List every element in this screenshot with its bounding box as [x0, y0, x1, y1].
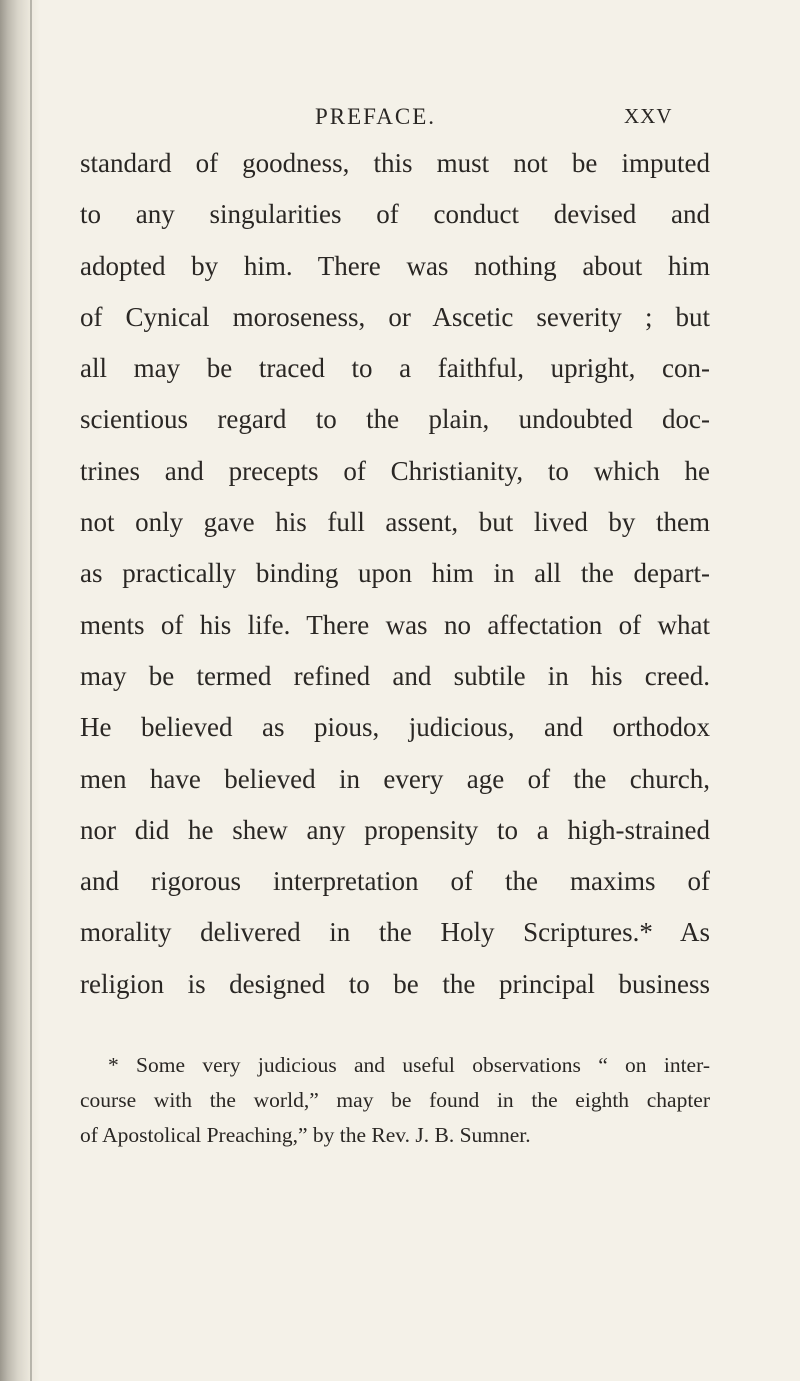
body-line: not only gave his full assent, but lived by them [80, 507, 710, 538]
body-line: adopted by him. There was nothing about him [80, 250, 710, 281]
body-line: standard of goodness, this must not be imputed [80, 148, 710, 178]
body-line: as practically binding upon him in all the depart- [80, 558, 710, 589]
footnote-line: course with the world,” may be found in the eighth chapter [80, 1088, 710, 1112]
page-number: XXV [624, 104, 673, 128]
body-line: ments of his life. There was no affectation of what [80, 609, 710, 640]
body-line: and rigorous interpretation of the maxims of [80, 866, 710, 897]
body-line: scientious regard to the plain, undoubted doc- [80, 404, 710, 435]
body-line: nor did he shew any propensity to a high-strained [80, 814, 710, 845]
running-title: PREFACE. [315, 104, 437, 129]
body-line: of Cynical moroseness, or Ascetic severity ; but [80, 301, 710, 332]
body-line: He believed as pious, judicious, and orthodox [80, 712, 710, 743]
body-line: to any singularities of conduct devised and [80, 199, 710, 230]
body-line: all may be traced to a faithful, upright, con- [80, 353, 710, 384]
running-head [0, 104, 800, 134]
footnote-line: * Some very judicious and useful observations “ on inter- [108, 1053, 710, 1077]
body-text [80, 138, 710, 1010]
body-line: trines and precepts of Christianity, to which he [80, 455, 710, 486]
footnote [80, 1048, 710, 1153]
footnote-line: of Apostolical Preaching,” by the Rev. J. B. Sumner. [80, 1123, 531, 1147]
body-line: morality delivered in the Holy Scriptures.* As [80, 917, 710, 948]
body-line: men have believed in every age of the church, [80, 763, 710, 794]
body-line: religion is designed to be the principal business [80, 968, 710, 999]
body-line: may be termed refined and subtile in his creed. [80, 660, 710, 691]
